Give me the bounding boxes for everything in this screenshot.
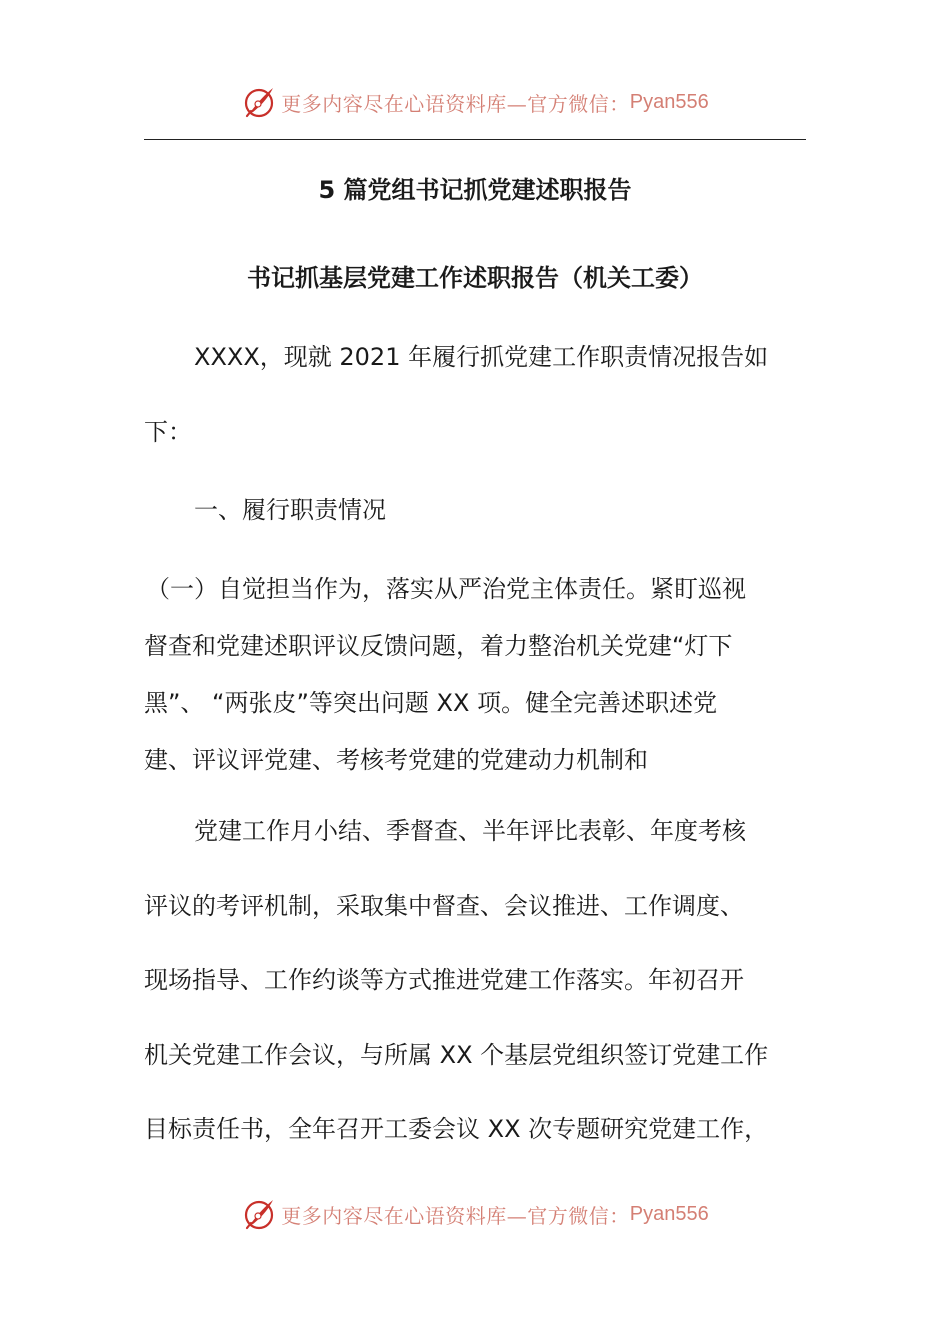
intro-line: 下： <box>144 418 192 446</box>
quill-pen-logo-icon <box>241 1196 277 1232</box>
document-title: 5 篇党组书记抓党建述职报告 <box>318 176 632 204</box>
body-line: 黑”、 “两张皮”等突出问题 XX 项。健全完善述职述党 <box>144 689 718 717</box>
body-line: 党建工作月小结、季督查、半年评比表彰、年度考核 <box>194 817 746 845</box>
document-subtitle: 书记抓基层党建工作述职报告（机关工委） <box>247 264 703 292</box>
footer-banner <box>0 1194 950 1234</box>
header-banner-text: 更多内容尽在心语资料库—官方微信： <box>281 91 630 116</box>
section-heading: 一、履行职责情况 <box>194 496 386 524</box>
body-line: 督查和党建述职评议反馈问题，着力整治机关党建“灯下 <box>144 632 733 660</box>
body-line: 建、评议评党建、考核考党建的党建动力机制和 <box>144 746 648 774</box>
intro-line: XXXX，现就 2021 年履行抓党建工作职责情况报告如 <box>194 343 769 371</box>
body-line: 评议的考评机制，采取集中督查、会议推进、工作调度、 <box>144 892 744 920</box>
header-wechat-id: Pyan556 <box>629 90 709 113</box>
quill-pen-logo-icon <box>241 84 277 120</box>
footer-wechat-id: Pyan556 <box>629 1202 709 1225</box>
body-line: 目标责任书，全年召开工委会议 XX 次专题研究党建工作， <box>144 1115 769 1143</box>
header-banner <box>0 82 950 122</box>
body-line: （一）自觉担当作为，落实从严治党主体责任。紧盯巡视 <box>146 575 746 603</box>
body-line: 机关党建工作会议，与所属 XX 个基层党组织签订党建工作 <box>144 1041 769 1069</box>
header-divider <box>144 139 806 140</box>
footer-banner-text: 更多内容尽在心语资料库—官方微信： <box>281 1203 630 1228</box>
body-line: 现场指导、工作约谈等方式推进党建工作落实。年初召开 <box>144 966 744 994</box>
